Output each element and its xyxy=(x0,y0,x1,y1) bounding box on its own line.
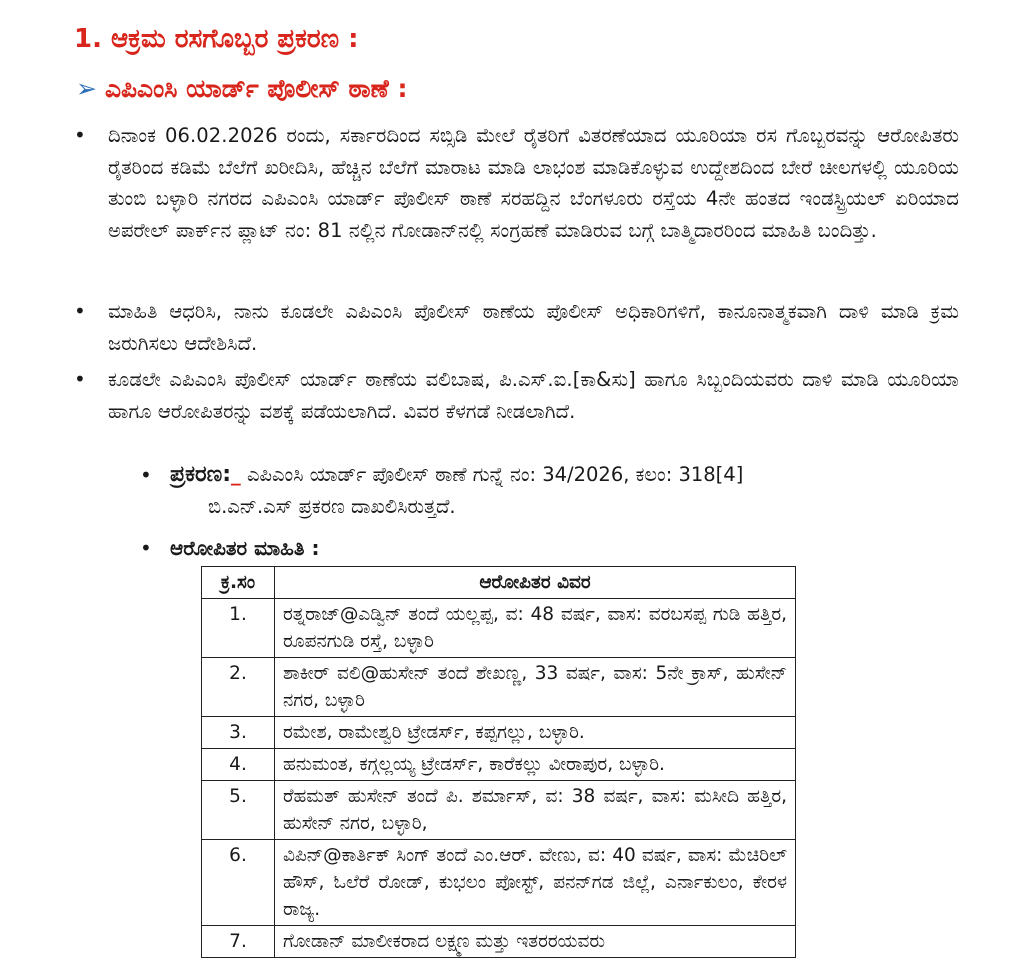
row-detail: ವಿಪಿನ್@ಕಾರ್ತಿಕ್ ಸಿಂಗ್ ತಂದೆ ಎಂ.ಆರ್. ವೇಣು, ವ: 40 ವರ್ಷ, ವಾಸ: ಮೆಚಿರಿಲ್ ಹೌಸ್, ಓಲೆರೆ ರೋಡ್, ಕುಭಲಂ ಪೋಸ್ಟ್, ಪನನ್‌ಗಡ ಜಿಲ್ಲೆ, ಎರ್ನಾಕುಲಂ, ಕೇರಳ ರಾಜ್ಯ. xyxy=(275,840,796,926)
row-detail: ರಮೇಶ, ರಾಮೇಶ್ವರಿ ಟ್ರೇಡರ್ಸ್, ಕಪ್ಪಗಲ್ಲು, ಬಳ್ಳಾರಿ. xyxy=(275,717,796,749)
row-detail: ಗೋಡಾನ್ ಮಾಲೀಕರಾದ ಲಕ್ಷ್ಮಣ ಮತ್ತು ಇತರರಯವರು xyxy=(275,926,796,958)
bullet-icon: • xyxy=(140,536,152,560)
arrow-bullet-icon: ➢ xyxy=(76,74,97,103)
row-serial: 7. xyxy=(202,926,275,958)
header-serial: ಕ್ರ.ಸಂ xyxy=(202,567,275,599)
bullet-icon: • xyxy=(74,299,86,323)
table-row xyxy=(202,717,796,749)
accused-table xyxy=(201,566,796,958)
table-row xyxy=(202,658,796,717)
row-detail: ರೆಹಮತ್ ಹುಸೇನ್ ತಂದೆ ಪಿ. ಶರ್ಮಾಸ್, ವ: 38 ವರ್ಷ, ವಾಸ: ಮಸೀದಿ ಹತ್ತಿರ, ಹುಸೇನ್ ನಗರ, ಬಳ್ಳಾರಿ, xyxy=(275,781,796,840)
row-serial: 3. xyxy=(202,717,275,749)
table-header-row xyxy=(202,567,796,599)
case-details xyxy=(140,460,940,522)
case-line-2: ಬಿ.ಎನ್.ಎಸ್ ಪ್ರಕರಣ ದಾಖಲಿಸಿರುತ್ತದೆ. xyxy=(208,495,456,518)
bullet-icon: • xyxy=(74,367,86,391)
paragraph-2-text: ಮಾಹಿತಿ ಆಧರಿಸಿ, ನಾನು ಕೂಡಲೇ ಎಪಿಎಂಸಿ ಪೊಲೀಸ್ ಠಾಣೆಯ ಪೊಲೀಸ್ ಅಧಿಕಾರಿಗಳಿಗೆ, ಕಾನೂನಾತ್ಮಕವಾಗಿ ದಾಳಿ ಮಾಡಿ ಕ್ರಮ ಜರುಗಿಸಲು ಆದೇಶಿಸಿದೆ. xyxy=(108,300,959,355)
case-underscore: _ xyxy=(231,463,241,486)
accused-heading xyxy=(140,533,940,563)
section-title: 1. ಆಕ್ರಮ ರಸಗೊಬ್ಬರ ಪ್ರಕರಣ : xyxy=(74,24,359,54)
paragraph-1-text: ದಿನಾಂಕ 06.02.2026 ರಂದು, ಸರ್ಕಾರದಿಂದ ಸಬ್ಸಿಡಿ ಮೇಲೆ ರೈತರಿಗೆ ವಿತರಣೆಯಾದ ಯೂರಿಯಾ ರಸ ಗೊಬ್ಬರವನ್ನು ಆರೋಪಿತರು ರೈತರಿಂದ ಕಡಿಮೆ ಬೆಲೆಗೆ ಖರೀದಿಸಿ, ಹೆಚ್ಚಿನ ಬೆಲೆಗೆ ಮಾರಾಟ ಮಾಡಿ ಲಾಭಂಶ ಮಾಡಿಕೊಳ್ಳುವ ಉದ್ದೇಶದಿಂದ ಬೇರೆ ಚೀಲಗಳಲ್ಲಿ ಯೂರಿಯ ತುಂಬಿ ಬಳ್ಳಾರಿ ನಗರದ ಎಪಿಎಂಸಿ ಯಾರ್ಡ್ ಪೊಲೀಸ್ ಠಾಣೆ ಸರಹದ್ದಿನ ಬೆಂಗಳೂರು ರಸ್ತೆಯ 4ನೇ ಹಂತದ ಇಂಡಸ್ಟ್ರಿಯಲ್ ಏರಿಯಾದ ಅಪರೇಲ್ ಪಾರ್ಕ್‌ನ ಪ್ಲಾಟ್ ನಂ: 81 ನಲ್ಲಿನ ಗೋಡಾನ್‌ನಲ್ಲಿ ಸಂಗ್ರಹಣೆ ಮಾಡಿರುವ ಬಗ್ಗೆ ಬಾತ್ಮಿದಾರರಿಂದ ಮಾಹಿತಿ ಬಂದಿತ್ತು. xyxy=(108,124,959,242)
row-detail: ಶಾಕೀರ್ ವಲಿ@ಹುಸೇನ್ ತಂದೆ ಶೇಖಣ್ಣ, 33 ವರ್ಷ, ವಾಸ: 5ನೇ ಕ್ರಾಸ್, ಹುಸೇನ್ ನಗರ, ಬಳ್ಳಾರಿ xyxy=(275,658,796,717)
table-row xyxy=(202,840,796,926)
row-serial: 2. xyxy=(202,658,275,717)
bullet-icon: • xyxy=(140,463,152,487)
row-serial: 4. xyxy=(202,749,275,781)
table-row xyxy=(202,599,796,658)
paragraph-3-text: ಕೂಡಲೇ ಎಪಿಎಂಸಿ ಪೊಲೀಸ್ ಯಾರ್ಡ್ ಠಾಣೆಯ ವಲಿಬಾಷ, ಪಿ.ಎಸ್.ಐ.[ಕಾ&ಸು] ಹಾಗೂ ಸಿಬ್ಬಂದಿಯವರು ದಾಳಿ ಮಾಡಿ ಯೂರಿಯಾ ಹಾಗೂ ಆರೋಪಿತರನ್ನು ವಶಕ್ಕೆ ಪಡೆಯಲಾಗಿದೆ. ವಿವರ ಕೆಳಗಡೆ ನೀಡಲಾಗಿದೆ. xyxy=(108,368,959,423)
row-serial: 5. xyxy=(202,781,275,840)
row-detail: ರತ್ನರಾಜ್@ಎಡ್ವಿನ್ ತಂದೆ ಯಲ್ಲಪ್ಪ, ವ: 48 ವರ್ಷ, ವಾಸ: ವರಬಸಪ್ಪ ಗುಡಿ ಹತ್ತಿರ, ರೂಪನಗುಡಿ ರಸ್ತೆ, ಬಳ್ಳಾರಿ xyxy=(275,599,796,658)
table-row xyxy=(202,749,796,781)
paragraph-1 xyxy=(74,120,959,246)
header-details: ಆರೋಪಿತರ ವಿವರ xyxy=(275,567,796,599)
accused-heading-text: ಆರೋಪಿತರ ಮಾಹಿತಿ : xyxy=(170,536,320,560)
row-serial: 1. xyxy=(202,599,275,658)
case-line-1: ಎಪಿಎಂಸಿ ಯಾರ್ಡ್ ಪೊಲೀಸ್ ಠಾಣೆ ಗುನ್ನೆ ನಂ: 34/2026, ಕಲಂ: 318[4] xyxy=(240,463,744,486)
station-heading-text: ಎಪಿಎಂಸಿ ಯಾರ್ಡ್ ಪೊಲೀಸ್ ಠಾಣೆ : xyxy=(104,74,408,103)
paragraph-2 xyxy=(74,296,959,359)
case-label: ಪ್ರಕರಣ: xyxy=(170,462,232,487)
row-detail: ಹನುಮಂತ, ಕಗ್ಗಲ್ಲಯ್ಯ ಟ್ರೇಡರ್ಸ್, ಕಾರೆಕಲ್ಲು ವೀರಾಪುರ, ಬಳ್ಳಾರಿ. xyxy=(275,749,796,781)
bullet-icon: • xyxy=(74,123,86,147)
paragraph-3 xyxy=(74,364,959,427)
table-row xyxy=(202,781,796,840)
table-row xyxy=(202,926,796,958)
station-heading xyxy=(76,74,408,104)
row-serial: 6. xyxy=(202,840,275,926)
